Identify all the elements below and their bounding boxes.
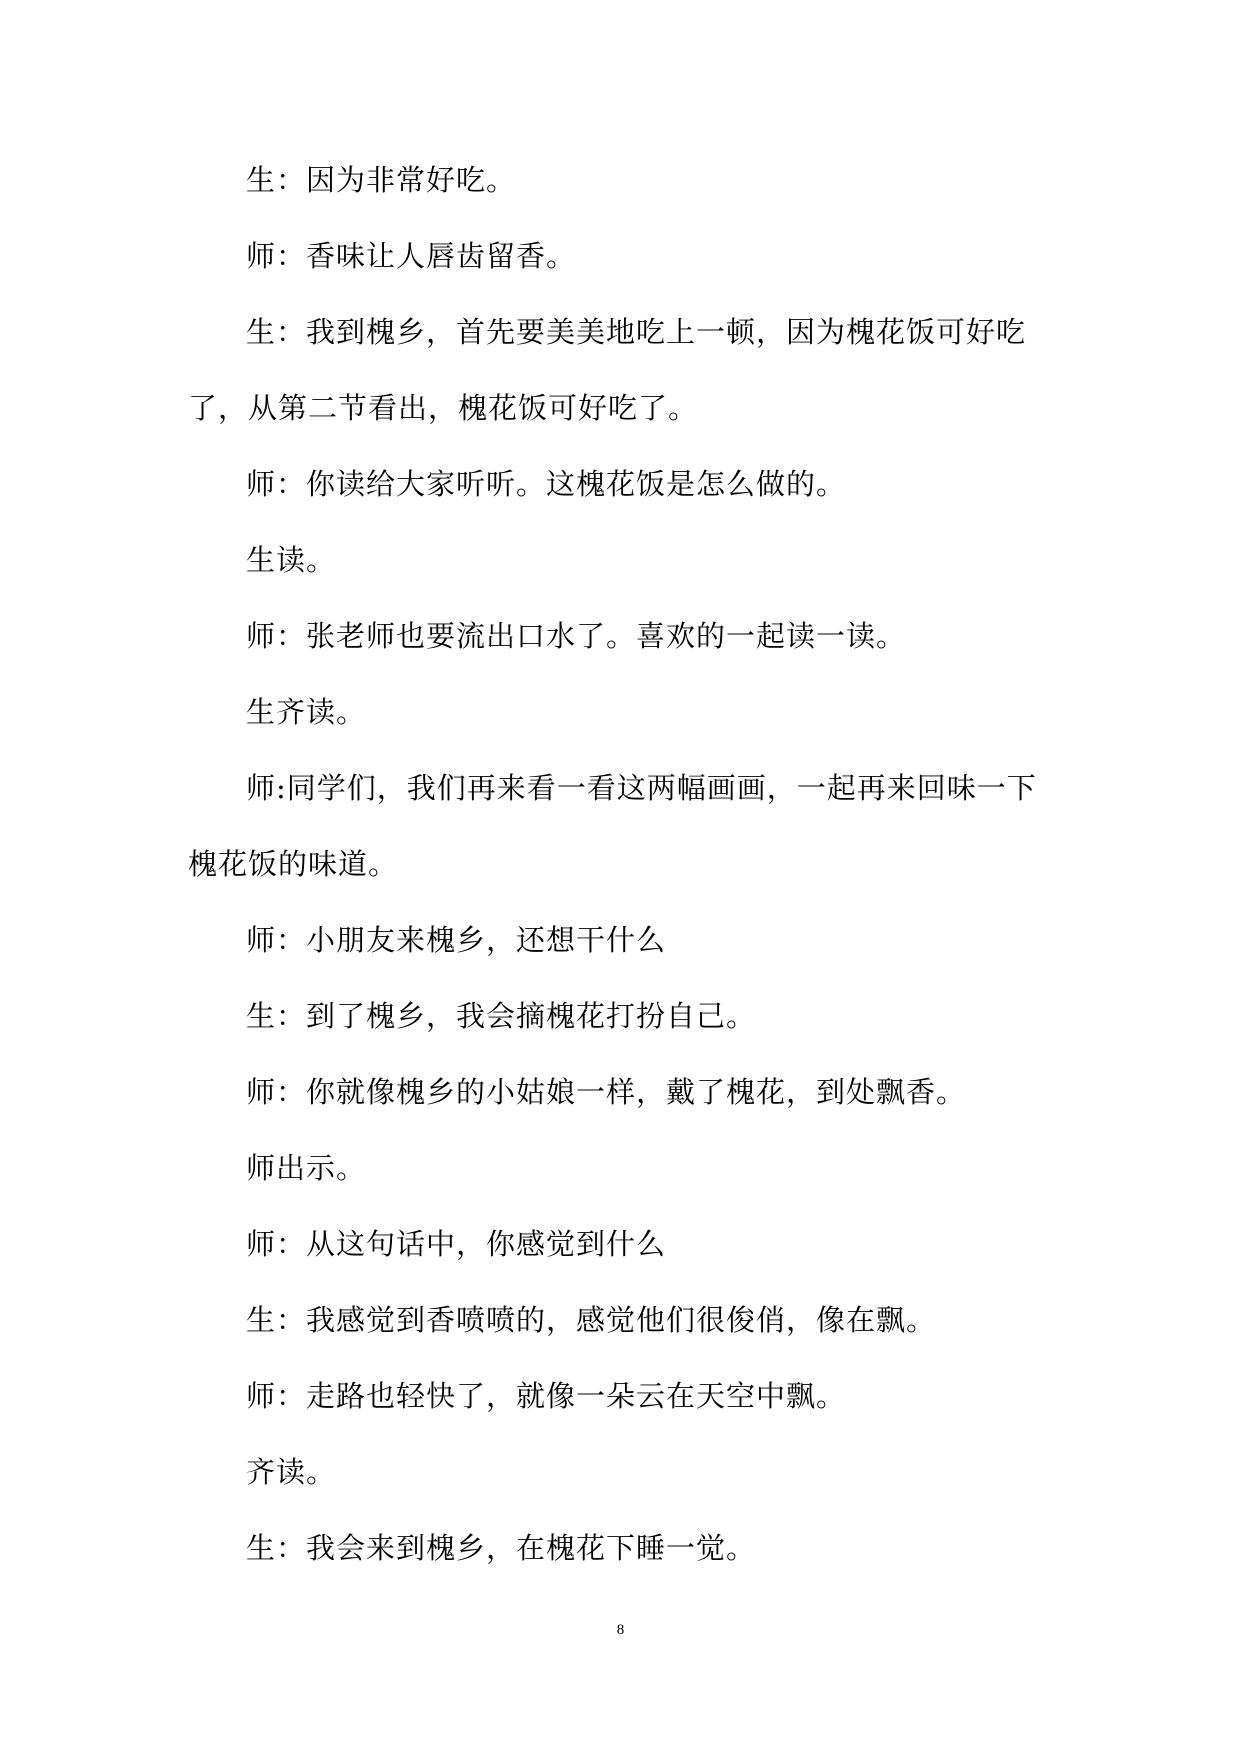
paragraph: 师：香味让人唇齿留香。 — [246, 239, 577, 273]
paragraph: 生读。 — [246, 543, 337, 577]
paragraph: 师：走路也轻快了，就像一朵云在天空中飘。 — [246, 1379, 847, 1413]
paragraph: 生：我感觉到香喷喷的，感觉他们很俊俏，像在飘。 — [246, 1303, 937, 1337]
paragraph: 师：张老师也要流出口水了。喜欢的一起读一读。 — [246, 619, 907, 653]
paragraph: 生：到了槐乡，我会摘槐花打扮自己。 — [246, 999, 757, 1033]
paragraph: 生：我会来到槐乡，在槐花下睡一觉。 — [246, 1531, 757, 1565]
paragraph: 生：我到槐乡，首先要美美地吃上一顿，因为槐花饭可好吃了，从第二节看出，槐花饭可好吃了。 — [188, 315, 1027, 425]
paragraph: 生齐读。 — [246, 695, 367, 729]
paragraph: 师:同学们，我们再来看一看这两幅画画，一起再来回味一下槐花饭的味道。 — [188, 771, 1037, 881]
document-body — [188, 142, 1058, 1586]
paragraph: 师：小朋友来槐乡，还想干什么 — [246, 923, 667, 957]
paragraph: 师：你就像槐乡的小姑娘一样，戴了槐花，到处飘香。 — [246, 1075, 967, 1109]
paragraph: 师：从这句话中，你感觉到什么 — [246, 1227, 667, 1261]
paragraph: 生：因为非常好吃。 — [246, 163, 517, 197]
paragraph: 齐读。 — [246, 1455, 337, 1489]
paragraph: 师：你读给大家听听。这槐花饭是怎么做的。 — [246, 467, 847, 501]
page-number: 8 — [616, 1622, 625, 1638]
paragraph: 师出示。 — [246, 1151, 367, 1185]
